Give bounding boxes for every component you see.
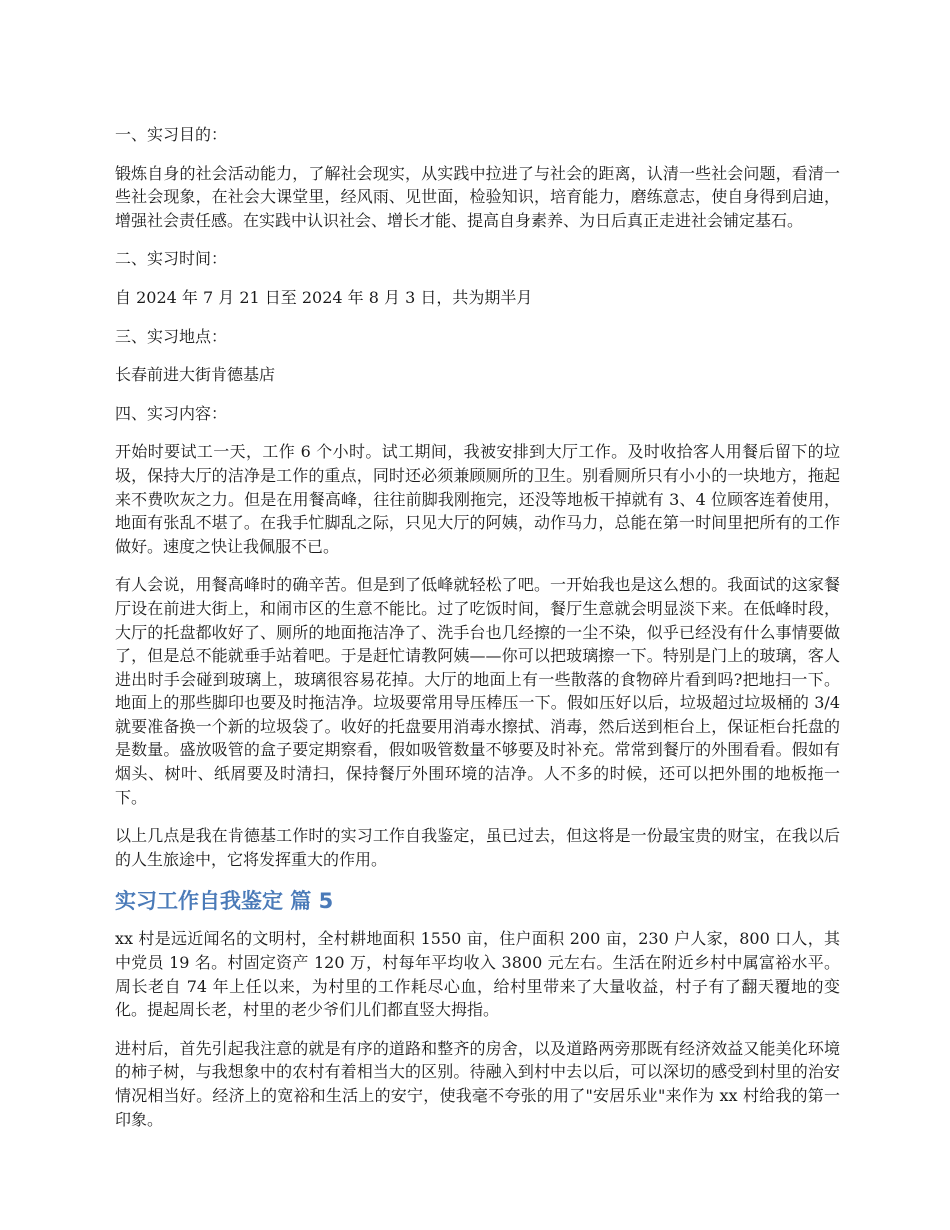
section-3-text: 长春前进大街肯德基店 — [115, 365, 276, 385]
section-2-text: 自 2024 年 7 月 21 日至 2024 年 8 月 3 日，共为期半月 — [115, 287, 533, 307]
section-1-text: 锻炼自身的社会活动能力，了解社会现实，从实践中拉进了与社会的距离，认清一些社会问题，看清一些社会现象，在社会大课堂里，经风雨、见世面，检验知识，培育能力，磨练意志，使自身得到启迪，增强社会责任感。在实践中认识社会、增长才能、提高自身素养、为日后真正走进社会铺定基石。 — [115, 163, 840, 230]
section-1-label: 一、实习目的： — [115, 125, 228, 144]
section-4-paragraph-2: 有人会说，用餐高峰时的确辛苦。但是到了低峰就轻松了吧。一开始我也是这么想的。我面试的这家餐厅设在前进大街上，和闹市区的生意不能比。过了吃饭时间，餐厅生意就会明显淡下来。在低峰时段，大厅的托盘都收好了、厕所的地面拖洁净了、洗手台也几经擦的一尘不染，似乎已经没有什么事情要做了，但是总不能就垂手站着吧。于是赶忙请教阿姨——你可以把玻璃擦一下。特别是门上的玻璃，客人进出时手会碰到玻璃上，玻璃很容易花掉。大厅的地面上有一些散落的食物碎片看到吗?把地扫一下。地面上的那些脚印也要及时拖洁净。垃圾要常用导压棒压一下。假如压好以后，垃圾超过垃圾桶的 3/4 就要准备换一个新的垃圾袋了。收好的托盘要用消毒水擦拭、消毒，然后送到柜台上，保证柜台托盘的是数量。盛放吸管的盒子要定期察看，假如吸管数量不够要及时补充。常常到餐厅的外围看看。假如有烟头、树叶、纸屑要及时清扫，保持餐厅外围环境的洁净。人不多的时候，还可以把外围的地板拖一下。 — [115, 575, 840, 807]
document-page — [115, 123, 840, 1146]
article-paragraph-2: 进村后，首先引起我注意的就是有序的道路和整齐的房舍，以及道路两旁那既有经济效益又能美化环境的柿子树，与我想象中的农村有着相当大的区别。待融入到村中去以后，可以深切的感受到村里的治安情况相当好。经济上的宽裕和生活上的安宁，使我毫不夸张的用了"安居乐业"来作为 xx 村给我的第一印象。 — [115, 1038, 840, 1129]
section-4-label: 四、实习内容： — [115, 403, 228, 423]
article-heading: 实习工作自我鉴定 篇 5 — [115, 889, 334, 914]
section-4-paragraph-3: 以上几点是我在肯德基工作时的实习工作自我鉴定，虽已过去，但这将是一份最宝贵的财宝，在我以后的人生旅途中，它将发挥重大的作用。 — [115, 826, 840, 869]
article-paragraph-1: xx 村是远近闻名的文明村，全村耕地面积 1550 亩，住户面积 200 亩，230 户人家，800 口人，其中党员 19 名。村固定资产 120 万，村每年平均收入 3800 元左右。生活在附近乡村中属富裕水平。周长老自 74 年上任以来，为村里的工作耗尽心血，给村里带来了大量收益，村子有了翻天覆地的变化。提起周长老，村里的老少爷们儿们都直竖大拇指。 — [115, 929, 840, 1020]
section-4-paragraph-1: 开始时要试工一天，工作 6 个小时。试工期间，我被安排到大厅工作。及时收拾客人用餐后留下的垃圾，保持大厅的洁净是工作的重点，同时还必须兼顾厕所的卫生。别看厕所只有小小的一块地方，拖起来不费吹灰之力。但是在用餐高峰，往往前脚我刚拖完，还没等地板干掉就有 3、4 位顾客连着使用，地面有张乱不堪了。在我手忙脚乱之际，只见大厅的阿姨，动作马力，总能在第一时间里把所有的工作做好。速度之快让我佩服不已。 — [115, 442, 840, 556]
section-2-label: 二、实习时间： — [115, 249, 228, 269]
section-3-label: 三、实习地点： — [115, 326, 228, 346]
